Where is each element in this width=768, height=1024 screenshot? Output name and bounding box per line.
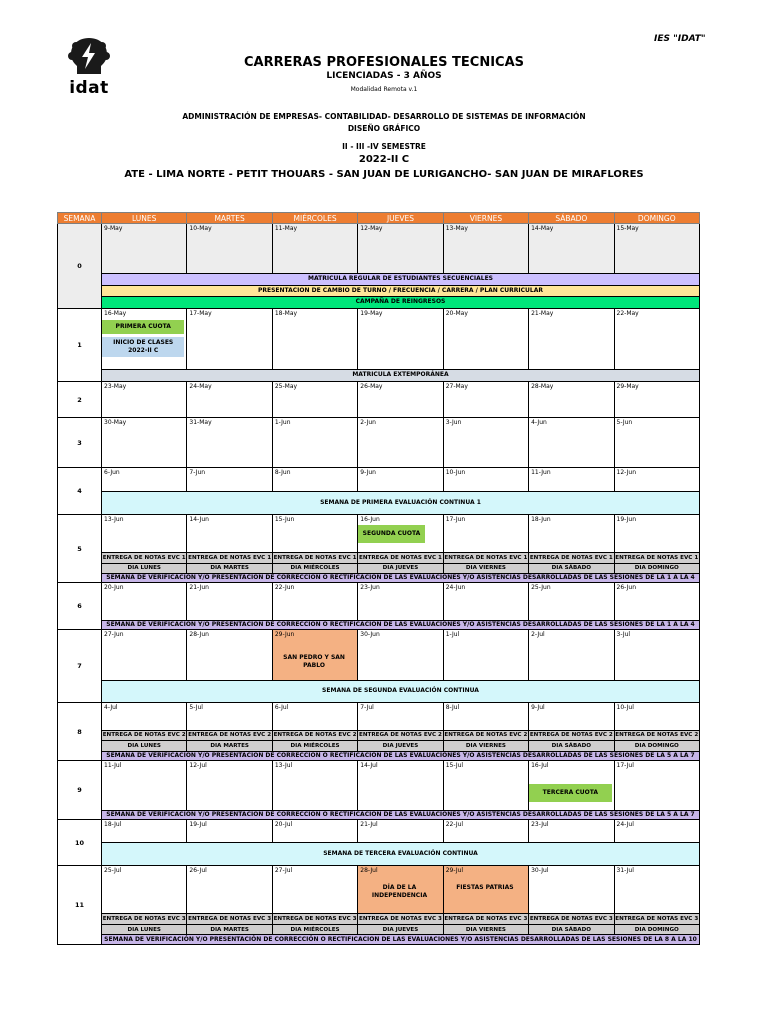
day-cell (272, 703, 357, 730)
logo-text: idat (69, 78, 109, 98)
day-cell (358, 224, 443, 274)
event-independencia: DÍA DE LA INDEPENDENCIA (371, 884, 428, 900)
band-verif-5-7: SEMANA DE VERIFICACIÓN Y/O PRESENTACIÓN DE CORRECCIÓN O RECTIFICACION DE LAS EVALUACIONES Y/O ASISTENCIAS DESARROLLADAS DE LAS SESIONES DE LA 5 A LA 7 (102, 751, 700, 760)
day-date: 25-Jul (104, 867, 122, 875)
day-date: 22-Jul (445, 821, 464, 829)
day-date: 16-May (104, 309, 127, 317)
day-date: 25-May (274, 382, 298, 390)
day-cell (358, 760, 443, 810)
entrega-label: ENTREGA DE NOTAS EVC 3 (187, 914, 272, 924)
day-cell (358, 515, 443, 553)
day-cell (187, 583, 272, 621)
day-date: 30-May (104, 419, 127, 427)
day-date: 24-May (189, 382, 212, 390)
day-date: 24-Jul (616, 821, 634, 829)
week-number: 9 (58, 760, 102, 820)
day-cell (272, 866, 357, 914)
careers-line-2: DISEÑO GRÁFICO (347, 124, 421, 133)
day-date: 10-Jun (445, 469, 466, 477)
day-cell (614, 515, 699, 553)
day-cell (614, 468, 699, 492)
day-date: 29-May (616, 382, 639, 390)
entrega-day: DIA JUEVES (358, 741, 443, 751)
day-cell (187, 703, 272, 730)
day-cell (102, 820, 187, 843)
day-cell (187, 418, 272, 468)
day-cell (358, 820, 443, 843)
day-date: 31-May (189, 419, 212, 427)
entrega-day: DIA MARTES (187, 924, 272, 934)
band-verif-1-4: SEMANA DE VERIFICACIÓN Y/O PRESENTACIÓN DE CORRECCIÓN O RECTIFICACION DE LAS EVALUACIONES Y/O ASISTENCIAS DESARROLLADAS DE LAS SESIONES DE LA 1 A LA 4 (102, 573, 700, 582)
entrega-day: DIA MIÉRCOLES (272, 563, 357, 573)
entrega-label: ENTREGA DE NOTAS EVC 3 (358, 914, 443, 924)
week-row (58, 630, 700, 680)
day-cell (102, 418, 187, 468)
day-cell (443, 468, 528, 492)
entrega-label: ENTREGA DE NOTAS EVC 3 (614, 914, 699, 924)
day-cell (272, 760, 357, 810)
day-cell (529, 703, 614, 730)
day-date: 29-Jul (445, 867, 464, 875)
week-row (58, 703, 700, 730)
week-row (58, 820, 700, 843)
week-number: 6 (58, 583, 102, 630)
day-date: 9-May (104, 225, 123, 232)
day-cell (358, 630, 443, 680)
day-cell (529, 760, 614, 810)
day-date: 11-Jul (104, 761, 122, 769)
day-date: 29-Jun (274, 631, 295, 639)
day-cell (187, 630, 272, 680)
day-cell (529, 583, 614, 621)
event-fiestas-patrias: FIESTAS PATRIAS (456, 884, 514, 892)
entrega-day: DIA MARTES (187, 563, 272, 573)
entrega-label: ENTREGA DE NOTAS EVC 3 (529, 914, 614, 924)
day-date: 23-May (104, 382, 127, 390)
day-date: 12-Jul (189, 761, 207, 769)
day-cell-holiday (358, 866, 443, 914)
day-cell (102, 703, 187, 730)
day-date: 26-Jul (189, 867, 207, 875)
event-tercera-cuota: TERCERA CUOTA (529, 784, 611, 802)
week-number: 8 (58, 703, 102, 760)
day-date: 21-May (531, 309, 554, 317)
day-cell (102, 630, 187, 680)
day-date: 26-May (360, 382, 383, 390)
entrega-day: DIA SÁBADO (529, 924, 614, 934)
day-cell (529, 224, 614, 274)
day-cell (614, 703, 699, 730)
entrega-day: DIA SÁBADO (529, 741, 614, 751)
day-date: 28-May (531, 382, 554, 390)
day-date: 2-Jul (531, 631, 545, 639)
day-cell (187, 515, 272, 553)
week-row (58, 308, 700, 370)
campuses: ATE - LIMA NORTE - PETIT THOUARS - SAN JUAN DE LURIGANCHO- SAN JUAN DE MIRAFLORES (124, 169, 644, 180)
page-subtitle: LICENCIADAS - 3 AÑOS (326, 71, 442, 81)
day-date: 18-May (274, 309, 298, 317)
week-row (58, 760, 700, 810)
entrega-day: DIA LUNES (102, 741, 187, 751)
careers-line-1: ADMINISTRACIÓN DE EMPRESAS- CONTABILIDAD- DESARROLLO DE SISTEMAS DE INFORMACIÓN (182, 112, 586, 121)
col-header: DOMINGO (614, 213, 699, 224)
week-row (58, 866, 700, 914)
day-date: 4-Jun (531, 419, 547, 427)
day-cell (187, 381, 272, 418)
day-cell (358, 308, 443, 370)
day-cell (443, 630, 528, 680)
band-extemporanea: MATRICULA EXTEMPORÁNEA (102, 370, 700, 381)
day-cell (614, 760, 699, 810)
day-date: 12-Jun (616, 469, 637, 477)
day-date: 17-Jul (616, 761, 634, 769)
day-cell (529, 820, 614, 843)
entrega-row (58, 553, 700, 563)
day-cell (614, 820, 699, 843)
day-date: 19-Jul (189, 821, 207, 829)
day-cell (614, 418, 699, 468)
entrega-day-row (58, 563, 700, 573)
col-header: SEMANA (58, 213, 102, 224)
day-cell-holiday (272, 630, 357, 680)
week-number: 1 (58, 308, 102, 381)
band-eval2: SEMANA DE SEGUNDA EVALUACIÓN CONTINUA (102, 680, 700, 703)
entrega-label: ENTREGA DE NOTAS EVC 1 (187, 553, 272, 563)
day-cell (272, 468, 357, 492)
day-date: 20-Jun (104, 584, 124, 592)
modality: Modalidad Remota v.1 (350, 86, 418, 93)
week-number: 3 (58, 418, 102, 468)
day-cell (102, 224, 187, 274)
day-date: 31-Jul (616, 867, 634, 875)
day-date: 3-Jul (616, 631, 631, 639)
day-cell (102, 760, 187, 810)
day-date: 19-Jun (616, 516, 637, 524)
band-matricula-regular: MATRICULA REGULAR DE ESTUDIANTES SECUENCIALES (102, 274, 700, 285)
entrega-label: ENTREGA DE NOTAS EVC 1 (272, 553, 357, 563)
entrega-day: DIA MIÉRCOLES (272, 741, 357, 751)
day-date: 3-Jun (445, 419, 462, 427)
day-cell (443, 381, 528, 418)
day-cell (187, 308, 272, 370)
entrega-row (58, 914, 700, 924)
day-date: 27-Jul (274, 867, 293, 875)
week-row (58, 583, 700, 621)
day-date: 20-Jul (274, 821, 293, 829)
day-cell (529, 308, 614, 370)
day-date: 21-Jun (189, 584, 209, 592)
day-date: 1-Jul (445, 631, 460, 639)
day-cell (443, 583, 528, 621)
day-cell (358, 583, 443, 621)
col-header: LUNES (102, 213, 187, 224)
event-primera-cuota: PRIMERA CUOTA (102, 320, 184, 334)
entrega-day: DIA JUEVES (358, 563, 443, 573)
day-cell (272, 583, 357, 621)
day-cell (529, 381, 614, 418)
week-row (58, 468, 700, 492)
entrega-label: ENTREGA DE NOTAS EVC 1 (529, 553, 614, 563)
day-date: 13-Jul (274, 761, 293, 769)
day-cell (443, 820, 528, 843)
day-date: 30-Jun (360, 631, 380, 639)
day-cell (187, 224, 272, 274)
day-cell (358, 468, 443, 492)
day-date: 22-Jun (274, 584, 295, 592)
day-date: 19-May (360, 309, 383, 317)
event-inicio-clases: INICIO DE CLASES 2022-II C (102, 337, 184, 357)
week-number: 2 (58, 381, 102, 418)
entrega-label: ENTREGA DE NOTAS EVC 2 (358, 730, 443, 740)
calendar-table (57, 212, 700, 945)
day-date: 1-Jun (274, 419, 291, 427)
col-header: MARTES (187, 213, 272, 224)
day-date: 4-Jul (104, 704, 118, 712)
col-header: VIERNES (443, 213, 528, 224)
entrega-day-row (58, 924, 700, 934)
day-cell (529, 630, 614, 680)
week-number: 10 (58, 820, 102, 866)
day-cell (102, 583, 187, 621)
entrega-label: ENTREGA DE NOTAS EVC 1 (358, 553, 443, 563)
entrega-label: ENTREGA DE NOTAS EVC 3 (443, 914, 528, 924)
day-cell (614, 583, 699, 621)
day-date: 20-May (445, 309, 468, 317)
day-cell (358, 418, 443, 468)
entrega-label: ENTREGA DE NOTAS EVC 1 (102, 553, 187, 563)
institution-label: IES "IDAT" (654, 34, 706, 44)
day-date: 7-Jun (189, 469, 206, 477)
day-date: 2-Jun (360, 419, 376, 427)
entrega-label: ENTREGA DE NOTAS EVC 2 (529, 730, 614, 740)
day-cell (358, 703, 443, 730)
entrega-label: ENTREGA DE NOTAS EVC 3 (102, 914, 187, 924)
day-cell (272, 515, 357, 553)
entrega-label: ENTREGA DE NOTAS EVC 2 (187, 730, 272, 740)
col-header: JUEVES (358, 213, 443, 224)
day-cell (614, 381, 699, 418)
entrega-day-row (58, 741, 700, 751)
day-date: 13-Jun (104, 516, 124, 524)
day-date: 24-Jun (445, 584, 466, 592)
day-cell (187, 760, 272, 810)
entrega-label: ENTREGA DE NOTAS EVC 2 (614, 730, 699, 740)
entrega-day: DIA DOMINGO (614, 924, 699, 934)
entrega-day: DIA MARTES (187, 741, 272, 751)
day-date: 12-May (360, 225, 383, 232)
day-cell (187, 468, 272, 492)
week-row (58, 418, 700, 468)
day-cell (358, 381, 443, 418)
day-cell (614, 224, 699, 274)
entrega-label: ENTREGA DE NOTAS EVC 2 (272, 730, 357, 740)
day-cell (443, 224, 528, 274)
day-date: 22-May (616, 309, 639, 317)
day-date: 18-Jun (531, 516, 551, 524)
day-date: 6-Jun (104, 469, 120, 477)
day-date: 13-May (445, 225, 468, 232)
day-date: 15-Jul (445, 761, 464, 769)
day-cell (443, 760, 528, 810)
entrega-day: DIA JUEVES (358, 924, 443, 934)
day-cell (529, 515, 614, 553)
day-date: 14-May (531, 225, 554, 232)
band-eval3: SEMANA DE TERCERA EVALUACIÓN CONTINUA (102, 843, 700, 866)
day-cell (272, 224, 357, 274)
period: 2022-II C (358, 154, 410, 165)
day-cell (102, 866, 187, 914)
day-cell (102, 308, 187, 370)
entrega-label: ENTREGA DE NOTAS EVC 3 (272, 914, 357, 924)
day-cell (443, 515, 528, 553)
week-number: 5 (58, 515, 102, 583)
entrega-label: ENTREGA DE NOTAS EVC 2 (102, 730, 187, 740)
entrega-day: DIA VIERNES (443, 924, 528, 934)
day-date: 16-Jun (360, 516, 380, 524)
day-date: 10-Jul (616, 704, 634, 712)
band-verif-8-10: SEMANA DE VERIFICACIÓN Y/O PRESENTACIÓN DE CORRECCIÓN O RECTIFICACION DE LAS EVALUACIONES Y/O ASISTENCIAS DESARROLLADAS DE LAS SESIONES DE LA 8 A LA 10 (102, 935, 700, 945)
calendar-header-row (58, 213, 700, 224)
band-verif-1-4: SEMANA DE VERIFICACIÓN Y/O PRESENTACIÓN DE CORRECCIÓN O RECTIFICACION DE LAS EVALUACIONES Y/O ASISTENCIAS DESARROLLADAS DE LAS SESIONES DE LA 1 A LA 4 (102, 620, 700, 629)
page-title: CARRERAS PROFESIONALES TECNICAS (243, 55, 525, 70)
day-cell (529, 418, 614, 468)
day-date: 30-Jul (531, 867, 549, 875)
day-date: 17-Jun (445, 516, 466, 524)
entrega-day: DIA VIERNES (443, 741, 528, 751)
day-cell (272, 820, 357, 843)
event-san-pedro: SAN PEDRO Y SAN PABLO (283, 654, 345, 670)
day-date: 11-May (274, 225, 298, 232)
day-cell (272, 418, 357, 468)
week-number: 0 (58, 224, 102, 309)
day-date: 10-May (189, 225, 212, 232)
entrega-label: ENTREGA DE NOTAS EVC 1 (614, 553, 699, 563)
entrega-day: DIA DOMINGO (614, 563, 699, 573)
day-cell-holiday (443, 866, 528, 914)
day-cell (443, 703, 528, 730)
band-eval1: SEMANA DE PRIMERA EVALUACIÓN CONTINUA 1 (102, 492, 700, 515)
day-date: 6-Jul (274, 704, 289, 712)
day-cell (102, 381, 187, 418)
day-date: 23-Jul (531, 821, 549, 829)
week-row (58, 224, 700, 274)
day-date: 15-Jun (274, 516, 295, 524)
event-segunda-cuota: SEGUNDA CUOTA (358, 525, 424, 543)
week-number: 11 (58, 866, 102, 945)
day-date: 5-Jul (189, 704, 203, 712)
day-cell (187, 866, 272, 914)
day-date: 14-Jun (189, 516, 209, 524)
day-cell (272, 308, 357, 370)
day-cell (443, 308, 528, 370)
day-cell (614, 630, 699, 680)
day-date: 16-Jul (531, 761, 549, 769)
day-date: 9-Jun (360, 469, 376, 477)
band-verif-5-7: SEMANA DE VERIFICACIÓN Y/O PRESENTACIÓN DE CORRECCIÓN O RECTIFICACION DE LAS EVALUACIONES Y/O ASISTENCIAS DESARROLLADAS DE LAS SESIONES DE LA 5 A LA 7 (102, 811, 700, 820)
entrega-day: DIA MIÉRCOLES (272, 924, 357, 934)
day-date: 7-Jul (360, 704, 374, 712)
entrega-day: DIA LUNES (102, 924, 187, 934)
week-number: 7 (58, 630, 102, 703)
col-header: SÁBADO (529, 213, 614, 224)
col-header: MIÉRCOLES (272, 213, 357, 224)
entrega-day: DIA DOMINGO (614, 741, 699, 751)
day-date: 5-Jun (616, 419, 633, 427)
day-date: 28-Jul (360, 867, 378, 875)
day-date: 15-May (616, 225, 639, 232)
day-date: 21-Jul (360, 821, 378, 829)
semesters: II - III -IV SEMESTRE (342, 142, 426, 151)
day-date: 11-Jun (531, 469, 551, 477)
day-date: 8-Jul (445, 704, 460, 712)
day-date: 23-Jun (360, 584, 380, 592)
day-cell (443, 418, 528, 468)
day-date: 14-Jul (360, 761, 378, 769)
day-cell (529, 866, 614, 914)
band-reingresos: CAMPAÑA DE REINGRESOS (102, 297, 700, 308)
band-cambio-turno: PRESENTACION DE CAMBIO DE TURNO / FRECUENCIA / CARRERA / PLAN CURRICULAR (102, 285, 700, 296)
day-cell (102, 468, 187, 492)
entrega-row (58, 730, 700, 740)
entrega-day: DIA LUNES (102, 563, 187, 573)
entrega-day: DIA VIERNES (443, 563, 528, 573)
week-row (58, 381, 700, 418)
day-date: 18-Jul (104, 821, 122, 829)
day-date: 17-May (189, 309, 212, 317)
day-cell (102, 515, 187, 553)
day-date: 9-Jul (531, 704, 545, 712)
day-date: 27-May (445, 382, 468, 390)
day-date: 28-Jun (189, 631, 209, 639)
day-date: 25-Jun (531, 584, 551, 592)
day-cell (614, 308, 699, 370)
day-cell (529, 468, 614, 492)
day-date: 27-Jun (104, 631, 124, 639)
entrega-day: DIA SÁBADO (529, 563, 614, 573)
day-date: 26-Jun (616, 584, 637, 592)
entrega-label: ENTREGA DE NOTAS EVC 1 (443, 553, 528, 563)
entrega-label: ENTREGA DE NOTAS EVC 2 (443, 730, 528, 740)
week-row (58, 515, 700, 553)
day-cell (272, 381, 357, 418)
day-date: 8-Jun (274, 469, 291, 477)
day-cell (187, 820, 272, 843)
week-number: 4 (58, 468, 102, 515)
day-cell (614, 866, 699, 914)
